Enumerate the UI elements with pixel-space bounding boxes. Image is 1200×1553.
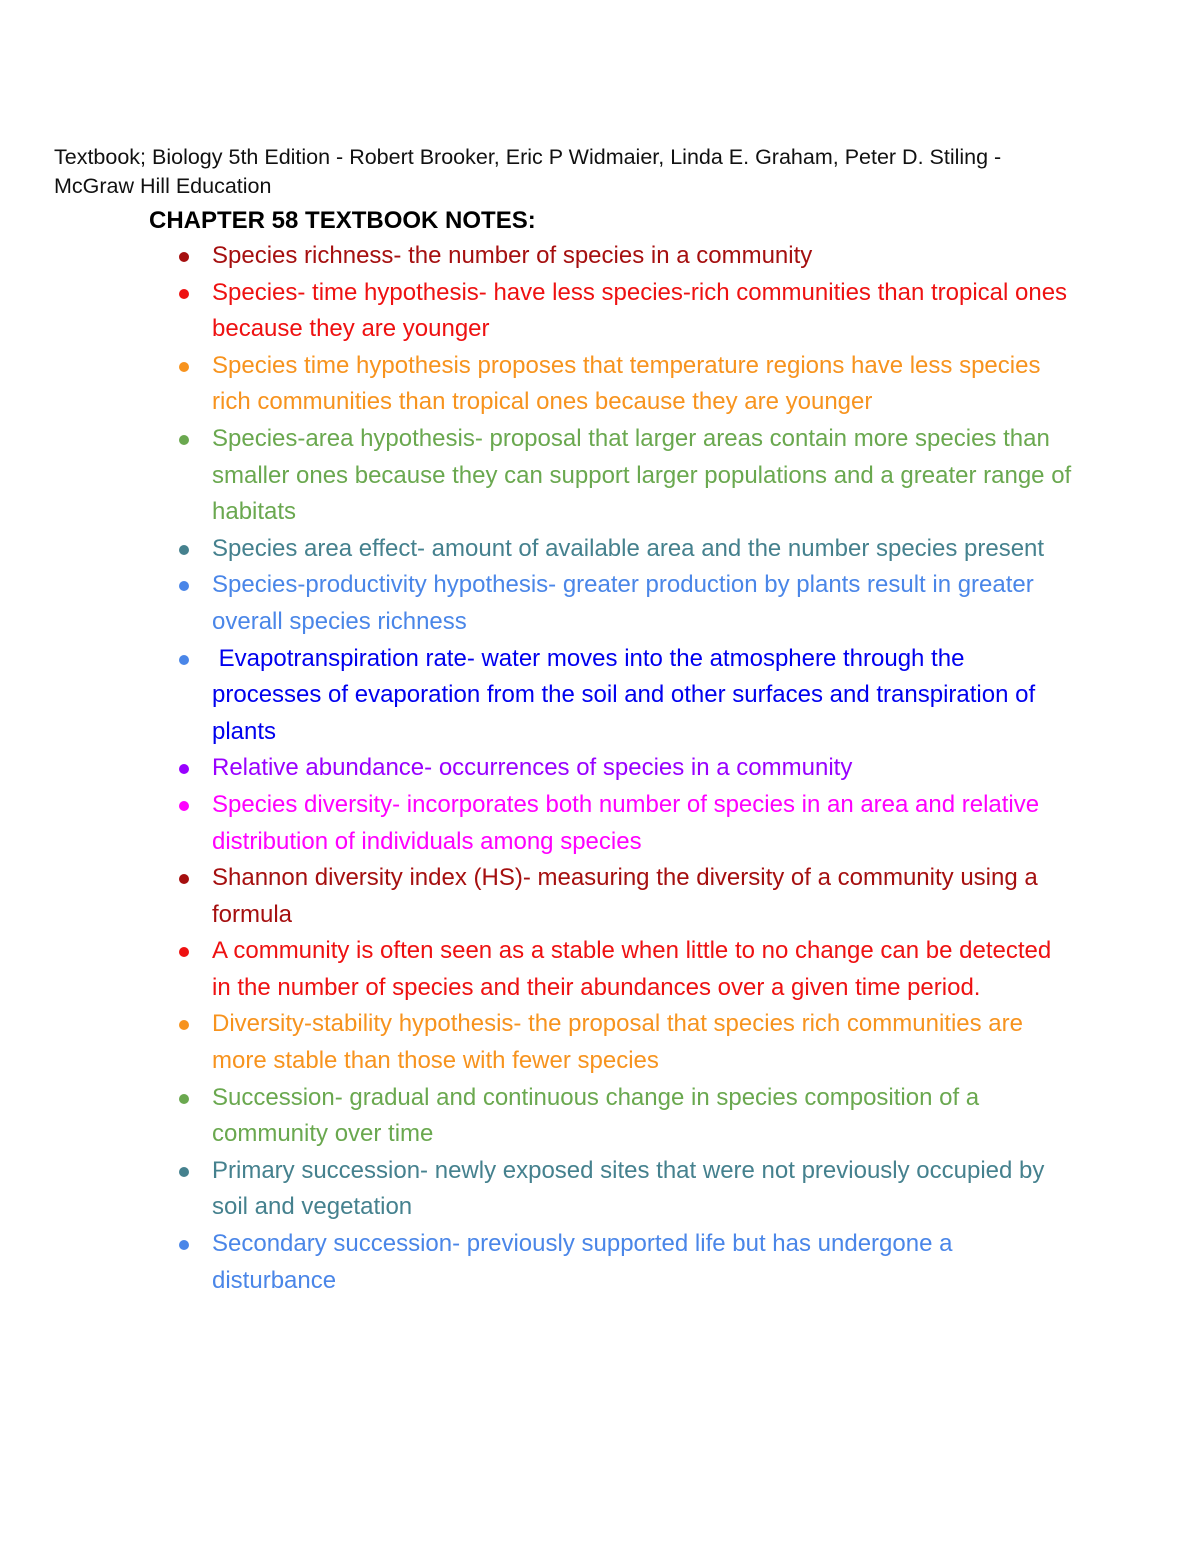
note-item	[0, 933, 1072, 1006]
bullet-dot-icon	[179, 362, 189, 372]
note-text: Species-productivity hypothesis- greater production by plants result in greater overall species richness	[212, 571, 1041, 635]
bullet-dot-icon	[179, 1167, 189, 1177]
note-text: Shannon diversity index (HS)- measuring the diversity of a community using a formula	[212, 864, 1045, 928]
bullet-dot-icon	[179, 655, 189, 665]
bullet-dot-icon	[179, 1094, 189, 1104]
bullet-dot-icon	[179, 1240, 189, 1250]
note-item	[0, 1153, 1072, 1226]
note-text: Species diversity- incorporates both number of species in an area and relative distribution of individuals among species	[212, 790, 1046, 855]
bullet-dot-icon	[179, 764, 189, 774]
note-text: Primary succession- newly exposed sites that were not previously occupied by soil and vegetation	[212, 1156, 1052, 1221]
note-text: Evapotranspiration rate- water moves into the atmosphere through the processes of evaporation from the soil and other surfaces and transpiration of plants	[212, 644, 1042, 745]
bullet-dot-icon	[179, 947, 189, 957]
note-item	[0, 860, 1072, 933]
note-item	[0, 641, 1072, 751]
note-item	[0, 1006, 1072, 1079]
note-text: Secondary succession- previously supported life but has undergone a disturbance	[212, 1230, 960, 1294]
note-item	[0, 787, 1072, 860]
note-item	[0, 238, 1072, 275]
note-text: A community is often seen as a stable when little to no change can be detected in the number of species and their abundances over a given time period.	[212, 937, 1058, 1001]
note-item	[0, 1226, 1072, 1299]
note-text: Relative abundance- occurrences of species in a community	[212, 754, 853, 782]
note-text: Species-area hypothesis- proposal that larger areas contain more species than smaller ones because they can support larger populations and a greater range of habitats	[212, 424, 1078, 526]
textbook-citation: Textbook; Biology 5th Edition - Robert Brooker, Eric P Widmaier, Linda E. Graham, Peter D. Stiling - McGraw Hill Education	[54, 145, 1002, 198]
note-item	[0, 275, 1072, 348]
note-item	[0, 531, 1072, 568]
note-item	[0, 1080, 1072, 1153]
notes-list	[0, 238, 1200, 1299]
bullet-dot-icon	[179, 801, 189, 811]
bullet-dot-icon	[179, 435, 189, 445]
note-item	[0, 348, 1072, 421]
note-text: Succession- gradual and continuous change in species composition of a community over time	[212, 1083, 986, 1148]
note-text: Diversity-stability hypothesis- the proposal that species rich communities are more stable than those with fewer species	[212, 1010, 1030, 1075]
note-text: Species area effect- amount of available area and the number species present	[212, 534, 1045, 562]
note-text: Species time hypothesis proposes that temperature regions have less species rich communities than tropical ones because they are younger	[212, 351, 1048, 416]
bullet-dot-icon	[179, 581, 189, 591]
bullet-dot-icon	[179, 289, 189, 299]
note-text: Species- time hypothesis- have less species-rich communities than tropical ones because they are younger	[212, 278, 1074, 343]
bullet-dot-icon	[179, 252, 189, 262]
note-text: Species richness- the number of species in a community	[212, 242, 813, 269]
note-item	[0, 421, 1078, 531]
bullet-dot-icon	[179, 874, 189, 884]
note-item	[0, 750, 1072, 787]
note-item	[0, 567, 1072, 640]
chapter-heading: CHAPTER 58 TEXTBOOK NOTES:	[149, 207, 536, 234]
bullet-dot-icon	[179, 1020, 189, 1030]
bullet-dot-icon	[179, 545, 189, 555]
